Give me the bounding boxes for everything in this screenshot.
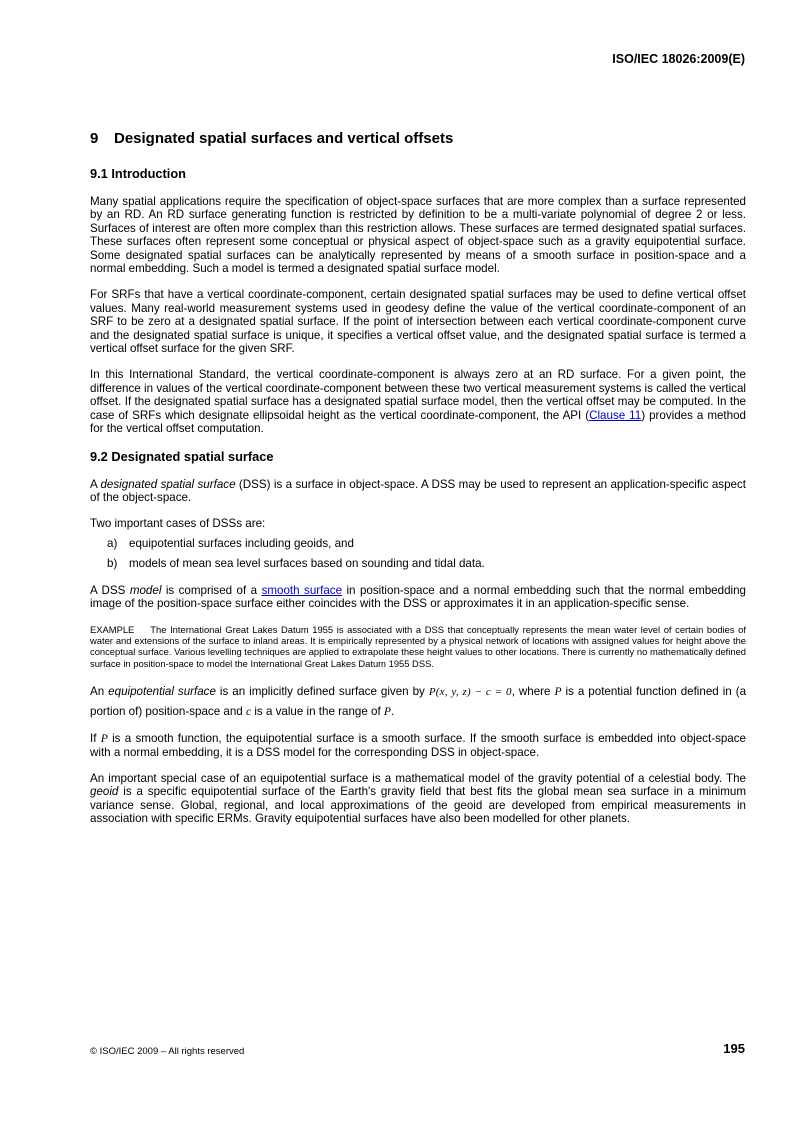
example-note <box>90 624 746 670</box>
text-run: is a smooth function, the equipotential surface is a smooth surface. If the smooth surface is embedded into object-space with a normal embedding, it is a DSS model for the corresponding DSS in object-space. <box>90 732 747 759</box>
text-run: An important special case of an equipotential surface is a mathematical model of the gravity potential of a celestial body. The <box>90 771 746 785</box>
copyright-footer: © ISO/IEC 2009 – All rights reserved <box>90 1046 245 1057</box>
list-label: a) <box>107 536 118 550</box>
list-item <box>107 537 746 551</box>
text-run: , where <box>511 685 555 699</box>
variable-p: P <box>383 705 391 719</box>
geoid-paragraph <box>90 772 746 826</box>
dss-paragraph-2: Two important cases of DSSs are: <box>90 517 266 531</box>
example-text: The International Great Lakes Datum 1955 is associated with a DSS that conceptually represents the mean water level of certain bodies of water and extensions of the surface to inland areas. It is empirically represented by a physical network of locations with assigned values for height above the conceptual surface. Various levelling techniques are applied to extrapolate these height values to other locations. There is currently no mathematically defined surface in position-space to model the International Great Lakes Datum 1955 DSS. <box>90 623 746 669</box>
section-title: Designated spatial surfaces and vertical offsets <box>114 130 454 147</box>
text-run: is a potential function defined in (a portion of) position-space and <box>90 685 747 719</box>
smooth-function-paragraph <box>90 732 746 759</box>
term-equipotential-surface: equipotential surface <box>108 685 216 699</box>
text-run: (DSS) is a surface in object-space. A DSS may be used to represent an application-specific aspect of the object-space. <box>90 477 746 504</box>
smooth-surface-link[interactable]: smooth surface <box>261 583 343 597</box>
example-label: EXAMPLE <box>90 623 135 635</box>
text-run: ) provides a method for the vertical offset computation. <box>90 408 746 436</box>
section-number: 9 <box>90 130 99 147</box>
dss-model-paragraph <box>90 584 746 611</box>
text-run: A DSS <box>90 583 130 597</box>
term-model: model <box>129 583 162 597</box>
equipotential-formula: P(x, y, z) − c = 0 <box>428 686 512 699</box>
page-content <box>90 128 746 839</box>
list-item <box>107 557 746 571</box>
dss-paragraph-1 <box>90 478 746 505</box>
variable-p: P <box>100 732 108 746</box>
text-run: is an implicitly defined surface given by <box>215 685 429 699</box>
list-text: models of mean sea level surfaces based on sounding and tidal data. <box>129 556 485 570</box>
text-run: An <box>90 685 109 699</box>
variable-c: c <box>245 705 252 719</box>
intro-paragraph-2: For SRFs that have a vertical coordinate-component, certain designated spatial surfaces may be used to define vertical offset values. Many real-world measurement systems used in geodesy define the value of the vertical coordinate-component of an SRF to be zero at a designated spatial surface. If the point of intersection between each vertical coordinate-component curve and the designated spatial surface is unique, it specifies a vertical offset value, and the designated spatial surface is termed a vertical offset surface for the given SRF. <box>90 288 746 356</box>
term-designated-spatial-surface: designated spatial surface <box>100 477 236 491</box>
equipotential-paragraph <box>90 682 746 721</box>
list-label: b) <box>107 556 118 570</box>
variable-p: P <box>554 685 562 699</box>
page-number: 195 <box>723 1041 745 1056</box>
text-run: is a specific equipotential surface of the Earth's gravity field that best fits the global mean sea surface in a minimum variance sense. Global, regional, and local approximations of the geoid are developed from empirical measurements in association with specific ERMs. Gravity equipotential surfaces have also been modelled for other planets. <box>90 785 746 826</box>
text-run: is comprised of a <box>161 583 262 597</box>
list-text: equipotential surfaces including geoids, and <box>129 536 354 550</box>
text-run: . <box>391 705 395 719</box>
term-geoid: geoid <box>90 785 119 799</box>
text-run: in position-space and a normal embedding such that the normal embedding image of the position-space surface either coincides with the DSS or approximates it in an application-specific sense. <box>90 583 746 611</box>
text-run: In this International Standard, the vertical coordinate-component is always zero at an RD surface. For a given point, the difference in values of the vertical coordinate-component between these two vertical measurement systems is called the vertical offset. If the designated spatial surface has a designated spatial surface model, then the vertical offset may be computed. In the case of SRFs which designate ellipsoidal height as the vertical coordinate-component, the API ( <box>90 368 746 422</box>
clause-11-link[interactable]: Clause 11 <box>589 408 642 422</box>
intro-paragraph-3 <box>90 368 746 435</box>
section-9-1-heading: 9.1 Introduction <box>90 166 186 181</box>
dss-cases-list <box>90 537 746 571</box>
document-id-header: ISO/IEC 18026:2009(E) <box>612 52 745 66</box>
text-run: If <box>90 732 101 746</box>
section-9-heading <box>90 130 746 148</box>
text-run: is a value in the range of <box>251 705 384 719</box>
intro-paragraph-1: Many spatial applications require the specification of object-space surfaces that are more complex than a surface represented by an RD. An RD surface generating function is restricted by definition to be a multi-variate polynomial of degree 2 or less. Surfaces of interest are often more complex than this restriction allows. These surfaces are termed designated spatial surfaces. These surfaces often represent some conceptual or physical aspect of object-space such as a gravity equipotential surface. Some designated spatial surfaces can be analytically represented by means of a smooth surface in position-space and a normal embedding. Such a model is termed a designated spatial surface model. <box>90 195 746 276</box>
text-run: A <box>90 477 101 491</box>
section-9-2-heading: 9.2 Designated spatial surface <box>90 448 274 464</box>
